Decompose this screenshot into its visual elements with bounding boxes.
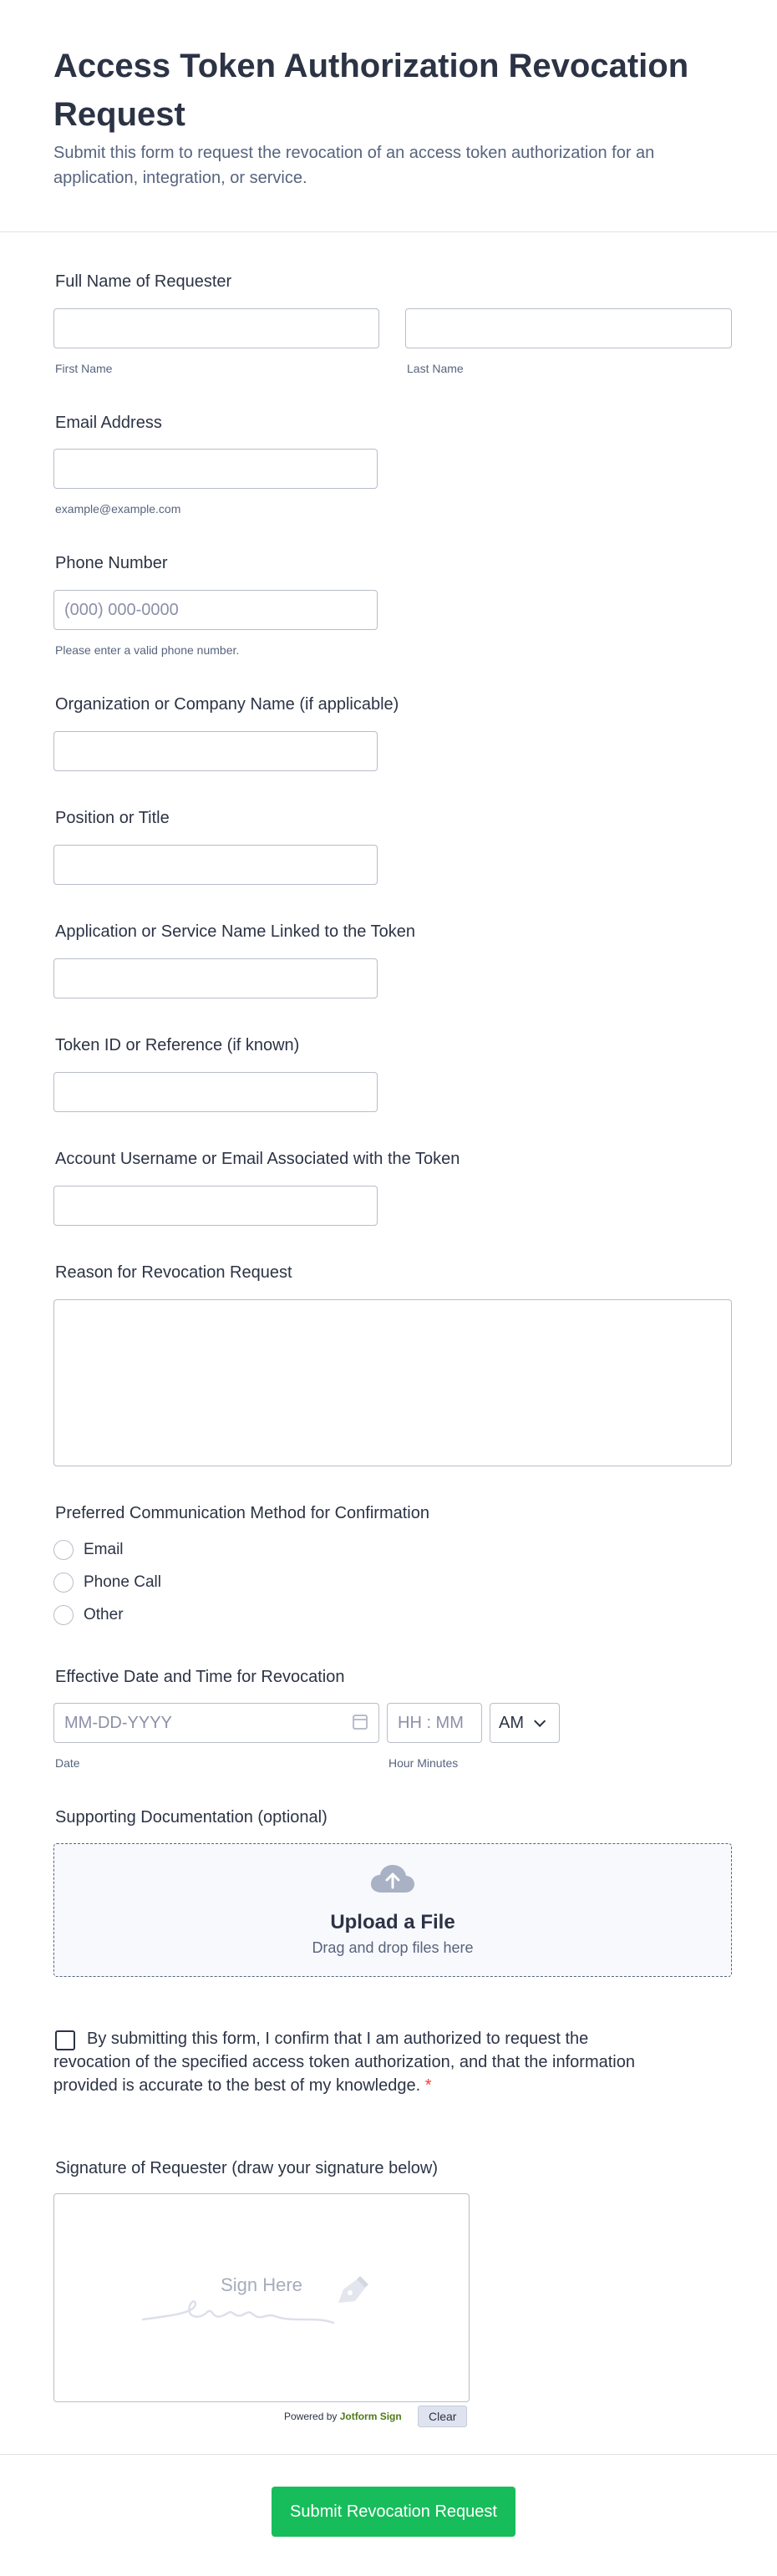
date-sublabel: Date xyxy=(55,1756,80,1770)
radio-option-email[interactable] xyxy=(53,1540,124,1560)
form-title: Access Token Authorization Revocation Request xyxy=(53,48,689,133)
token-id-input[interactable] xyxy=(53,1072,378,1112)
application-label: Application or Service Name Linked to the Token xyxy=(55,922,415,941)
form-header xyxy=(0,0,777,232)
token-id-label: Token ID or Reference (if known) xyxy=(55,1036,300,1054)
form-subtitle: Submit this form to request the revocation of an access token authorization for an application, integration, or service. xyxy=(53,144,655,187)
phone-label: Phone Number xyxy=(55,554,168,572)
powered-by xyxy=(284,2411,402,2422)
phone-sublabel: Please enter a valid phone number. xyxy=(55,643,240,657)
phone-input[interactable] xyxy=(53,590,378,630)
time-sublabel: Hour Minutes xyxy=(388,1756,459,1770)
radio-option-other[interactable] xyxy=(53,1605,124,1625)
application-input[interactable] xyxy=(53,958,378,998)
radio-button[interactable] xyxy=(53,1573,74,1593)
email-input[interactable] xyxy=(53,449,378,489)
consent-text xyxy=(53,2027,655,2097)
powered-prefix: Powered by xyxy=(284,2411,338,2422)
radio-option-phone-call[interactable] xyxy=(53,1573,161,1593)
email-label: Email Address xyxy=(55,414,162,432)
email-sublabel: example@example.com xyxy=(55,502,181,516)
effective-label: Effective Date and Time for Revocation xyxy=(55,1668,345,1686)
chevron-down-icon xyxy=(534,1715,546,1727)
reason-textarea[interactable] xyxy=(53,1299,732,1466)
ampm-select[interactable] xyxy=(490,1703,560,1743)
first-name-input[interactable] xyxy=(53,308,379,348)
signature-pad[interactable] xyxy=(53,2193,470,2402)
radio-button[interactable] xyxy=(53,1540,74,1560)
calendar-icon[interactable] xyxy=(353,1715,368,1730)
organization-input[interactable] xyxy=(53,731,378,771)
reason-label: Reason for Revocation Request xyxy=(55,1263,292,1282)
position-label: Position or Title xyxy=(55,809,170,827)
position-input[interactable] xyxy=(53,845,378,885)
communication-label: Preferred Communication Method for Confirmation xyxy=(55,1504,429,1522)
account-label: Account Username or Email Associated with the Token xyxy=(55,1150,460,1168)
date-input[interactable] xyxy=(53,1703,379,1743)
upload-title: Upload a File xyxy=(330,1911,455,1933)
footer-divider xyxy=(0,2454,777,2455)
signature-placeholder: Sign Here xyxy=(221,2274,302,2295)
submit-button[interactable]: Submit Revocation Request xyxy=(272,2487,515,2537)
cloud-upload-icon xyxy=(370,1864,415,1894)
organization-label: Organization or Company Name (if applicable) xyxy=(55,695,399,714)
radio-label: Phone Call xyxy=(84,1573,161,1591)
file-upload-dropzone[interactable] xyxy=(53,1843,732,1977)
signature-label: Signature of Requester (draw your signature below) xyxy=(55,2159,439,2177)
required-asterisk: * xyxy=(424,2076,432,2095)
ampm-value: AM xyxy=(499,1713,524,1732)
documentation-label: Supporting Documentation (optional) xyxy=(55,1808,328,1827)
last-name-input[interactable] xyxy=(405,308,732,348)
first-name-sublabel: First Name xyxy=(55,362,113,375)
time-input[interactable] xyxy=(387,1703,482,1743)
jotform-sign-brand: Jotform Sign xyxy=(339,2411,402,2422)
consent-label: By submitting this form, I confirm that I am authorized to request the revocation of the specified access token authorization, and that the information provided is accurate to the best of my knowledge. xyxy=(53,2030,635,2095)
last-name-sublabel: Last Name xyxy=(407,362,464,375)
full-name-label: Full Name of Requester xyxy=(55,272,232,291)
account-input[interactable] xyxy=(53,1186,378,1226)
clear-signature-button[interactable]: Clear xyxy=(418,2406,467,2427)
radio-button[interactable] xyxy=(53,1605,74,1625)
radio-label: Other xyxy=(84,1606,124,1623)
date-field[interactable] xyxy=(53,1703,379,1743)
upload-subtitle: Drag and drop files here xyxy=(312,1939,474,1956)
radio-label: Email xyxy=(84,1541,124,1558)
pen-nib-icon xyxy=(333,2274,370,2308)
